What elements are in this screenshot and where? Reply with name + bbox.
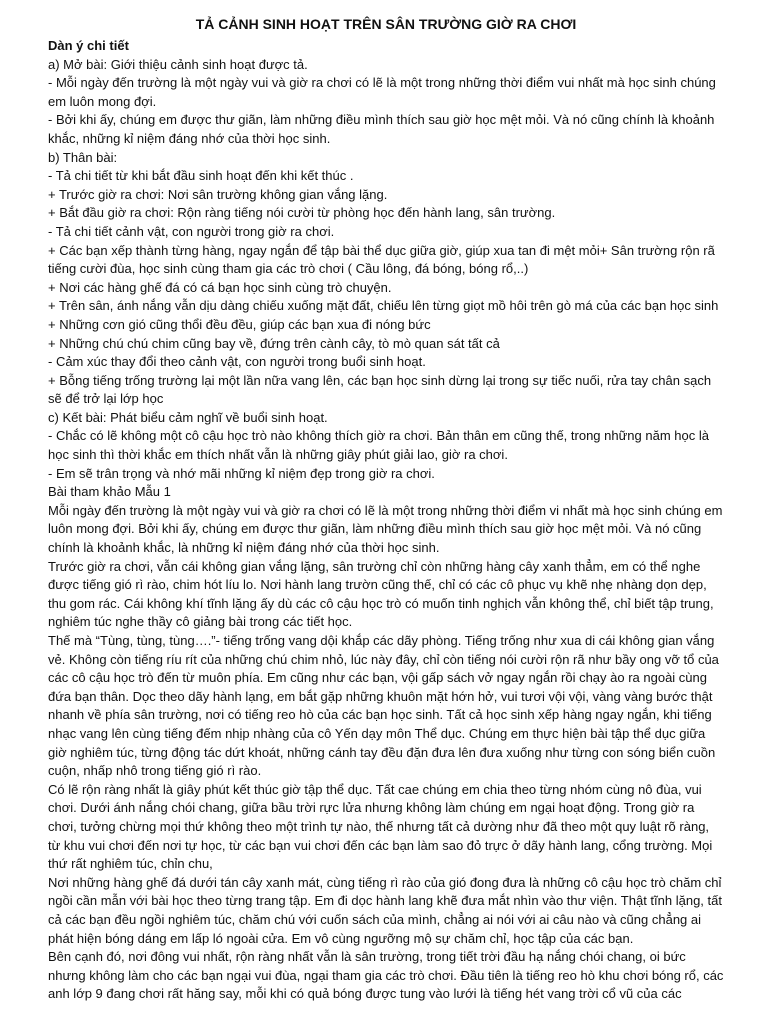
paragraph: + Những cơn gió cũng thổi đều đều, giúp các bạn xua đi nóng bức	[48, 316, 431, 332]
paragraph: Bên cạnh đó, nơi đông vui nhất, rộn ràng nhất vẫn là sân trường, trong tiết trời đầu hạ nắng chói chang, oi bức nhưng không làm cho các bạn ngại vui đùa, ngại tham gia các trò chơi. Đầu tiên là tiếng reo hò khu chơi bóng rổ, các anh lớp 9 đang chơi rất hăng say, mỗi khi có quả bóng được tung vào lưới là tiếng hét vang trời cổ vũ của các	[48, 949, 724, 1002]
paragraph: - Em sẽ trân trọng và nhớ mãi những kỉ niệm đẹp trong giờ ra chơi.	[48, 465, 435, 481]
paragraph: + Các bạn xếp thành từng hàng, ngay ngắn để tập bài thể dục giữa giờ, giúp xua tan đi mệt mỏi+ Sân trường rộn rã tiếng cười đùa, học sinh cùng tham gia các trò chơi ( Cầu lông, đá bóng, bóng rổ,..)	[48, 242, 715, 277]
paragraph: - Chắc có lẽ không một cô cậu học trò nào không thích giờ ra chơi. Bản thân em cũng thế, trong những năm học là học sinh thì thời khắc em thích nhất vẫn là những giây phút giải lao, giờ ra chơi.	[48, 428, 709, 463]
paragraph: + Bắt đầu giờ ra chơi: Rộn ràng tiếng nói cười từ phòng học đến hành lang, sân trường.	[48, 205, 556, 221]
paragraph: - Cảm xúc thay đổi theo cảnh vật, con người trong buổi sinh hoạt.	[48, 354, 426, 370]
paragraph: - Tả chi tiết cảnh vật, con người trong giờ ra chơi.	[48, 223, 335, 239]
paragraph: Có lẽ rộn ràng nhất là giây phút kết thúc giờ tập thể dục. Tất cae chúng em chia theo từng nhóm cùng nô đùa, vui chơi. Dưới ánh nắng chói chang, giữa bầu trời rực lửa nhưng không làm chúng em ngại hoạt động. Trong giờ ra chơi, tưởng chừng mọi thứ không theo một trình tự nào, thế nhưng tất cả dường như đã theo một quy luật rõ ràng, từ khu vui chơi đến nơi tự học, từ các bạn vui chơi đến các bạn làm sao đỏ trực ở dãy hành lang, cổng trường. Mọi thứ rất nghiêm túc, chỉn chu,	[48, 781, 713, 872]
paragraph: - Tả chi tiết từ khi bắt đầu sinh hoạt đến khi kết thúc .	[48, 168, 354, 184]
paragraph: + Trên sân, ánh nắng vẫn dịu dàng chiếu xuống mặt đất, chiếu lên từng giọt mồ hôi trên gò má của các bạn học sinh	[48, 298, 719, 314]
paragraph: + Trước giờ ra chơi: Nơi sân trường không gian vắng lặng.	[48, 186, 388, 202]
paragraph: + Bỗng tiếng trống trường lại một lần nữa vang lên, các bạn học sinh dừng lại trong sự tiếc nuối, rửa tay chân sạch sẽ để trở lại lớp học	[48, 372, 712, 407]
sample-heading: Bài tham khảo Mẫu 1	[48, 484, 171, 500]
paragraph: a) Mở bài: Giới thiệu cảnh sinh hoạt được tả.	[48, 56, 308, 72]
paragraph: Thế mà “Tùng, tùng, tùng….”- tiếng trống vang dội khắp các dãy phòng. Tiếng trống như xua di cái không gian vắng vẻ. Không còn tiếng ríu rít của những chú chim nhỏ, lúc này đây, chỉ còn tiếng nói cười rộn rã như bầy ong vỡ tổ của các cô cậu học trò đến từ muôn phía. Em cũng như các bạn, vội gấp sách vở ngay ngắn rồi chạy ào ra ngoài cùng đứa bạn thân. Dọc theo dãy hành lạng, em bắt gặp những khuôn mặt hớn hở, vui tươi vội vội, vàng vàng bước thật nhanh về phía sân trường, nơi có tiếng reo hò của các bạn học sinh. Tất cả học sinh xếp hàng ngay ngắn, khi tiếng nhạc vang lên cùng tiếng đếm nhịp nhàng của cô Yến dạy môn Thể dục. Chúng em thực hiện bài tập thể dục giữa giờ nghiêm túc, từng động tác dứt khoát, những cánh tay đều đặn đưa lên đưa xuống như từng con sóng biển cuồn cuộn, nhấp nhô trong tiếng gió rì rào.	[48, 633, 719, 779]
paragraph: Nơi những hàng ghế đá dưới tán cây xanh mát, cùng tiếng rì rào của gió đong đưa là những cô cậu học trò chăm chỉ ngồi cần mẫn với bài học theo từng trang tập. Em đi dọc hành lang khẽ đưa mắt nhìn vào thư viện. Thật tĩnh lặng, tất cả các bạn đều ngồi nghiêm túc, chăm chú với cuốn sách của mình, chẳng ai nói với ai câu nào và cũng chẳng ai phát hiện bóng dáng em lấp ló ngoài cửa. Em vô cùng ngưỡng mộ sự chăm chỉ, học tập của các bạn.	[48, 874, 722, 946]
paragraph: - Bởi khi ấy, chúng em được thư giãn, làm những điều mình thích sau giờ học mệt mỏi. Và nó cũng chính là khoảnh khắc, những kỉ niệm đáng nhớ của thời học sinh.	[48, 112, 715, 146]
paragraph: Mỗi ngày đến trường là một ngày vui và giờ ra chơi có lẽ là một trong những thời điểm vi nhất mà học sinh chúng em luôn mong đợi. Bởi khi ấy, chúng em được thư giãn, làm những điều mình thích sau giờ học mệt mỏi. Và nó cũng chính là khoảnh khắc, là những kỉ niệm đáng nhớ của thời học sinh.	[48, 502, 723, 556]
paragraph: + Những chú chú chim cũng bay về, đứng trên cành cây, tò mò quan sát tất cả	[48, 335, 500, 351]
paragraph: - Mỗi ngày đến trường là một ngày vui và giờ ra chơi có lẽ là một trong những thời điểm vui nhất mà học sinh chúng em luôn mong đợi.	[48, 75, 716, 109]
paragraph: c) Kết bài: Phát biểu cảm nghĩ về buổi sinh hoạt.	[48, 409, 328, 425]
outline-heading: Dàn ý chi tiết	[48, 38, 129, 53]
paragraph: b) Thân bài:	[48, 149, 118, 165]
paragraph: + Nơi các hàng ghế đá có cá bạn học sinh cùng trò chuyện.	[48, 279, 392, 295]
paragraph: Trước giờ ra chơi, vẫn cái không gian vắng lặng, sân trường chỉ còn những hàng cây xanh thẳm, em có thể nghe được tiếng gió rì rào, chim hót líu lo. Nơi hành lang trườn cũng thế, chỉ có các cô phục vụ khẽ nhẹ nhàng dọn dẹp, thu gom rác. Cái không khí tĩnh lặng ấy dù các cô cậu học trò có muốn tinh nghịch vẫn không thể, chỉ biết tập trung, nghiêm túc nghe thầy cô giảng bài trong các tiết học.	[48, 558, 714, 630]
document-title: TẢ CẢNH SINH HOẠT TRÊN SÂN TRƯỜNG GIỜ RA CHƠI	[195, 16, 577, 32]
